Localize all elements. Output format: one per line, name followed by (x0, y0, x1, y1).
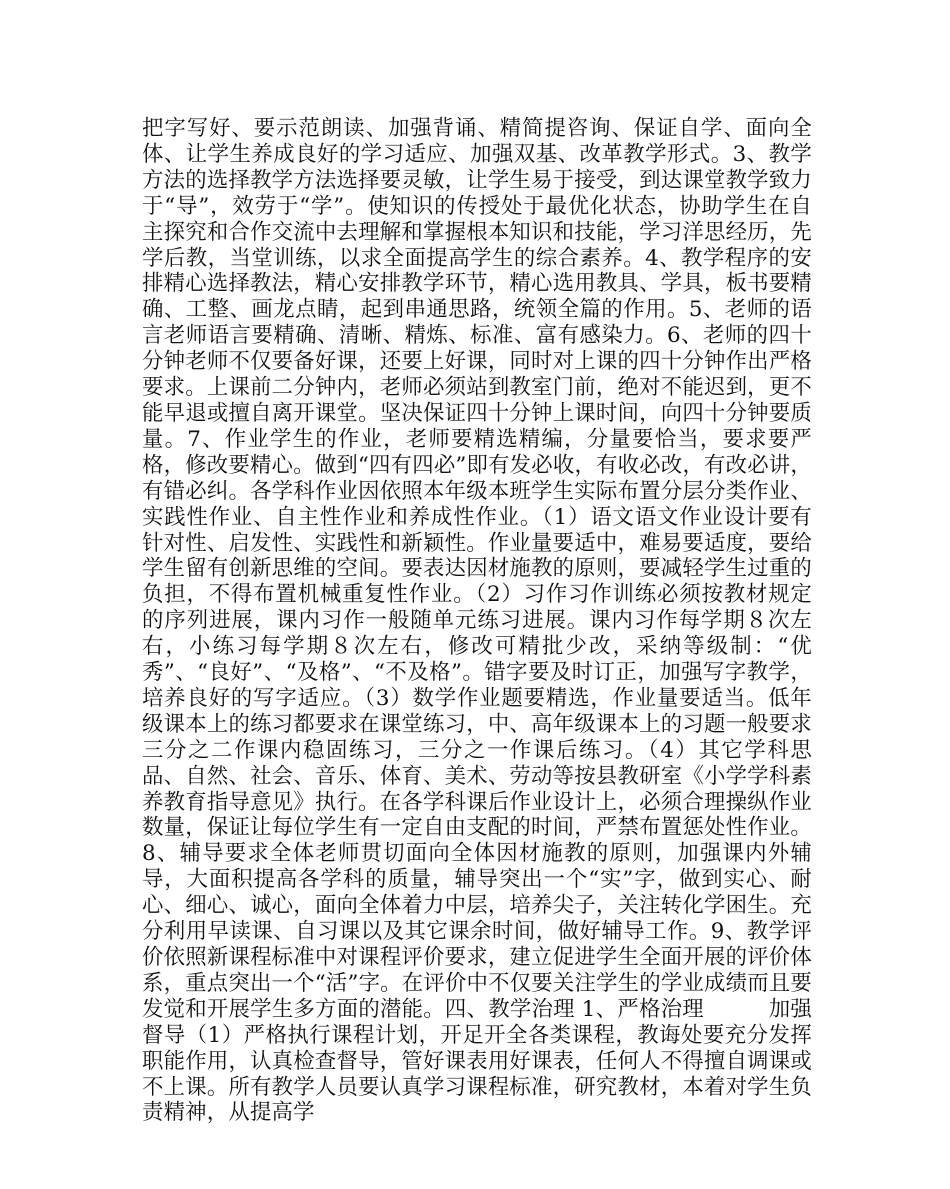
body-text: 把字写好、要示范朗读、加强背诵、精简提咨询、保证自学、面向全体、让学生养成良好的学习适应、加强双基、改革教学形式。3、教学方法的选择教学方法选择要灵敏，让学生易于接受，到达课堂教学致力于“导”，效劳于“学”。使知识的传授处于最优化状态，协助学生在自主探究和合作交流中去理解和掌握根本知识和技能，学习洋思经历，先学后教，当堂训练，以求全面提高学生的综合素养。4、教学程序的安排精心选择教法，精心安排教学环节，精心选用教具、学具，板书要精确、工整、画龙点睛，起到串通思路，统领全篇的作用。5、老师的语言老师语言要精确、清晰、精炼、标准、富有感染力。6、老师的四十分钟老师不仅要备好课，还要上好课，同时对上课的四十分钟作出严格要求。上课前二分钟内，老师必须站到教室门前，绝对不能迟到，更不能早退或擅自离开课堂。坚决保证四十分钟上课时间，向四十分钟要质量。7、作业学生的作业，老师要精选精编，分量要恰当，要求要严格，修改要精心。做到“四有四必”即有发必收，有收必改，有改必讲，有错必纠。各学科作业因依照本年级本班学生实际布置分层分类作业、实践性作业、自主性作业和养成性作业。（1）语文语文作业设计要有针对性、启发性、实践性和新颖性。作业量要适中，难易要适度，要给学生留有创新思维的空间。要表达因材施教的原则，要减轻学生过重的负担，不得布置机械重复性作业。（2）习作习作训练必须按教材规定的序列进展，课内习作一般随单元练习进展。课内习作每学期８次左右，小练习每学期８次左右，修改可精批少改，采纳等级制：“优秀”、“良好”、“及格”、“不及格”。错字要及时订正，加强写字教学，培养良好的写字适应。（3）数学作业题要精选，作业量要适当。低年级课本上的练习都要求在课堂练习，中、高年级课本上的习题一般要求三分之二作课内稳固练习，三分之一作课后练习。（4）其它学科思品、自然、社会、音乐、体育、美术、劳动等按县教研室《小学学科素养教育指导意见》执行。在各学科课后作业设计上，必须合理操纵作业数量，保证让每位学生有一定自由支配的时间，严禁布置惩处性作业。8、辅导要求全体老师贯切面向全体因材施教的原则，加强课内外辅导，大面积提高各学科的质量，辅导突出一个“实”字，做到实心、耐心、细心、诚心，面向全体着力中层，培养尖子，关注转化学困生。充分利用早读课、自习课以及其它课余时间，做好辅导工作。9、教学评价依照新课程标准中对课程评价要求，建立促进学生全面开展的评价体系，重点突出一个“活”字。在评价中不仅要关注学生的学业成绩而且要发觉和开展学生多方面的潜能。四、教学治理 1、严格治理 加强督导（1）严格执行课程计划，开足开全各类课程，教诲处要充分发挥职能作用，认真检查督导，管好课表用好课表，任何人不得擅自调课或不上课。所有教学人员要认真学习课程标准，研究教材，本着对学生负责精神，从提高学 (142, 116, 812, 1126)
